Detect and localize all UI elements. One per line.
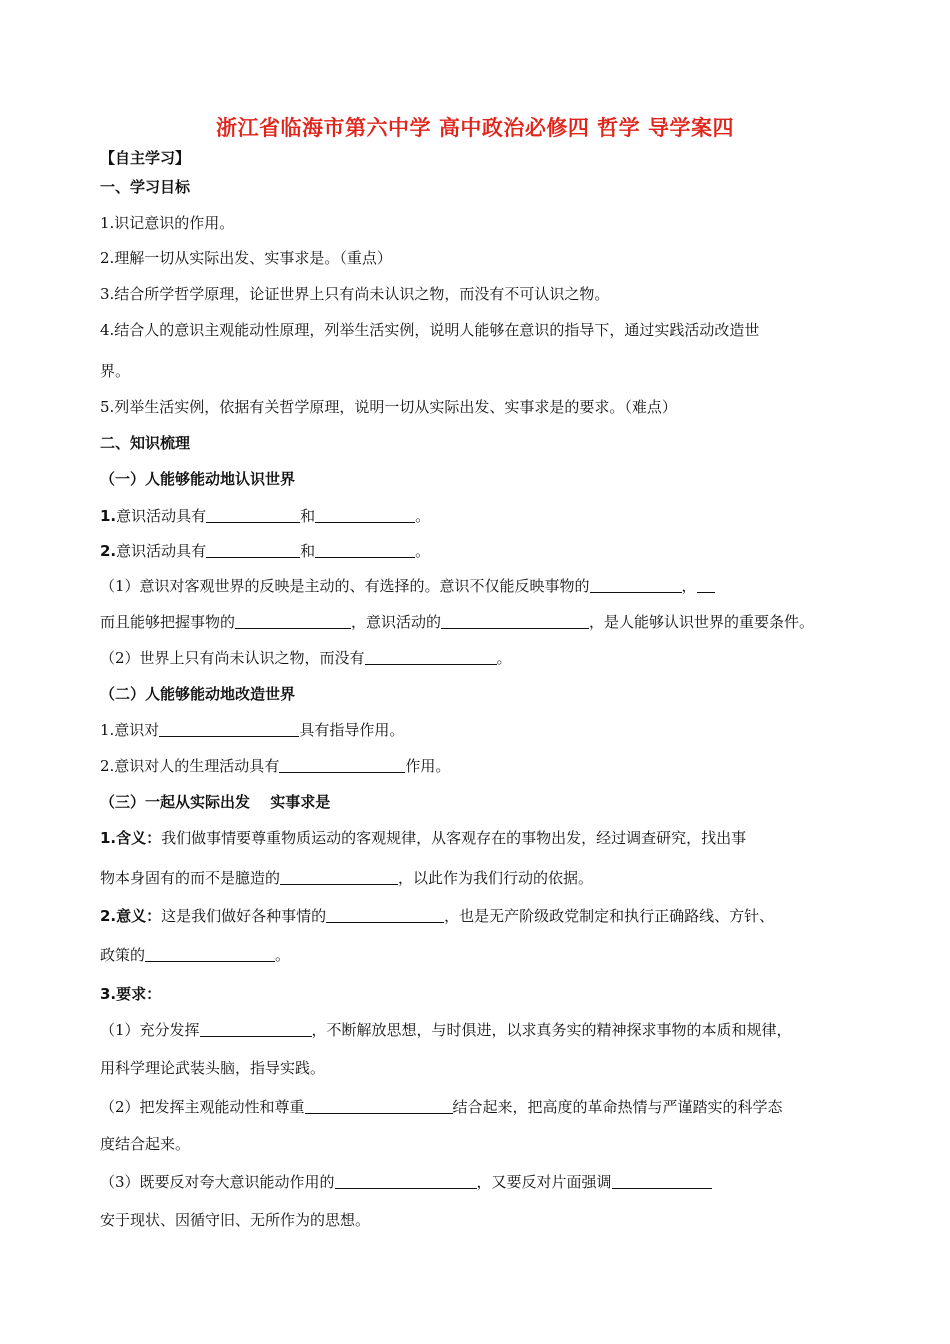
part1-line5: （2）世界上只有尚未认识之物，而没有 。 — [100, 649, 512, 667]
meaning-line1: 1.含义：我们做事情要尊重物质运动的客观规律，从客观存在的事物出发，经过调查研究，找出事 — [100, 829, 747, 847]
req1-line2: 用科学理论武装头脑，指导实践。 — [100, 1059, 326, 1077]
significance-line2: 政策的 。 — [100, 946, 291, 964]
req3-line2: 安于现状、因循守旧、无所作为的思想。 — [100, 1211, 371, 1229]
part2-line1: 1.意识对 具有指导作用。 — [100, 721, 405, 739]
fill-blank[interactable] — [206, 506, 300, 523]
significance-line1: 2.意义：这是我们做好各种事情的 ，也是无产阶级政党制定和执行正确路线、方针、 — [100, 907, 775, 925]
part1-line3: （1）意识对客观世界的反映是主动的、有选择的。意识不仅能反映事物的 ， — [100, 576, 715, 596]
fill-blank[interactable] — [280, 868, 398, 885]
req2-line2: 度结合起来。 — [100, 1135, 191, 1153]
fill-blank[interactable] — [590, 576, 682, 593]
fill-blank[interactable] — [697, 576, 715, 593]
fill-blank[interactable] — [200, 1020, 312, 1037]
fill-blank[interactable] — [612, 1172, 712, 1189]
fill-blank[interactable] — [305, 1097, 453, 1114]
req3-line1: （3）既要反对夸大意识能动作用的 ，又要反对片面强调 — [100, 1172, 712, 1192]
knowledge-heading: 二、知识梳理 — [100, 434, 191, 452]
part3-heading: （三）一起从实际出发 实事求是 — [100, 793, 331, 811]
fill-blank[interactable] — [206, 541, 300, 558]
part1-line4: 而且能够把握事物的 ，意识活动的 ，是人能够认识世界的重要条件。 — [100, 613, 815, 631]
section-self-study: 【自主学习】 — [100, 149, 191, 167]
fill-blank[interactable] — [326, 906, 444, 923]
req1-line1: （1）充分发挥 ，不断解放思想，与时俱进，以求真务实的精神探求事物的本质和规律， — [100, 1021, 792, 1039]
fill-blank[interactable] — [441, 612, 589, 629]
fill-blank[interactable] — [335, 1172, 477, 1189]
line-number: 2. — [100, 542, 117, 560]
significance-label: 2.意义： — [100, 907, 162, 925]
goal-item: 2.理解一切从实际出发、实事求是。（重点） — [100, 249, 392, 267]
fill-blank[interactable] — [235, 612, 351, 629]
fill-blank[interactable] — [365, 648, 497, 665]
part2-line2: 2.意识对人的生理活动具有 作用。 — [100, 757, 451, 775]
document-title: 浙江省临海市第六中学 高中政治必修四 哲学 导学案四 — [216, 116, 734, 140]
goal-item: 3.结合所学哲学原理，论证世界上只有尚未认识之物，而没有不可认识之物。 — [100, 285, 610, 303]
goal-item: 界。 — [100, 362, 131, 380]
meaning-label: 1.含义： — [100, 829, 162, 847]
goal-item: 4.结合人的意识主观能动性原理，列举生活实例，说明人能够在意识的指导下，通过实践活动改造世 — [100, 321, 760, 339]
meaning-line2: 物本身固有的而不是臆造的 ，以此作为我们行动的依据。 — [100, 869, 594, 887]
goal-item: 5.列举生活实例，依据有关哲学原理，说明一切从实际出发、实事求是的要求。（难点） — [100, 398, 677, 416]
fill-blank[interactable] — [159, 720, 299, 737]
part1-line1: 1.意识活动具有 和 。 — [100, 507, 431, 525]
part1-heading: （一）人能够能动地认识世界 — [100, 470, 296, 488]
requirements-label: 3.要求： — [100, 985, 162, 1003]
fill-blank[interactable] — [315, 541, 415, 558]
req2-line1: （2）把发挥主观能动性和尊重 结合起来，把高度的革命热情与严谨踏实的科学态 — [100, 1098, 783, 1116]
fill-blank[interactable] — [145, 945, 275, 962]
fill-blank[interactable] — [279, 756, 405, 773]
line-number: 1. — [100, 507, 117, 525]
fill-blank[interactable] — [315, 506, 415, 523]
part2-heading: （二）人能够能动地改造世界 — [100, 685, 296, 703]
goal-item: 1.识记意识的作用。 — [100, 214, 235, 232]
part1-line2: 2.意识活动具有 和 。 — [100, 542, 431, 560]
goals-heading: 一、学习目标 — [100, 178, 191, 196]
